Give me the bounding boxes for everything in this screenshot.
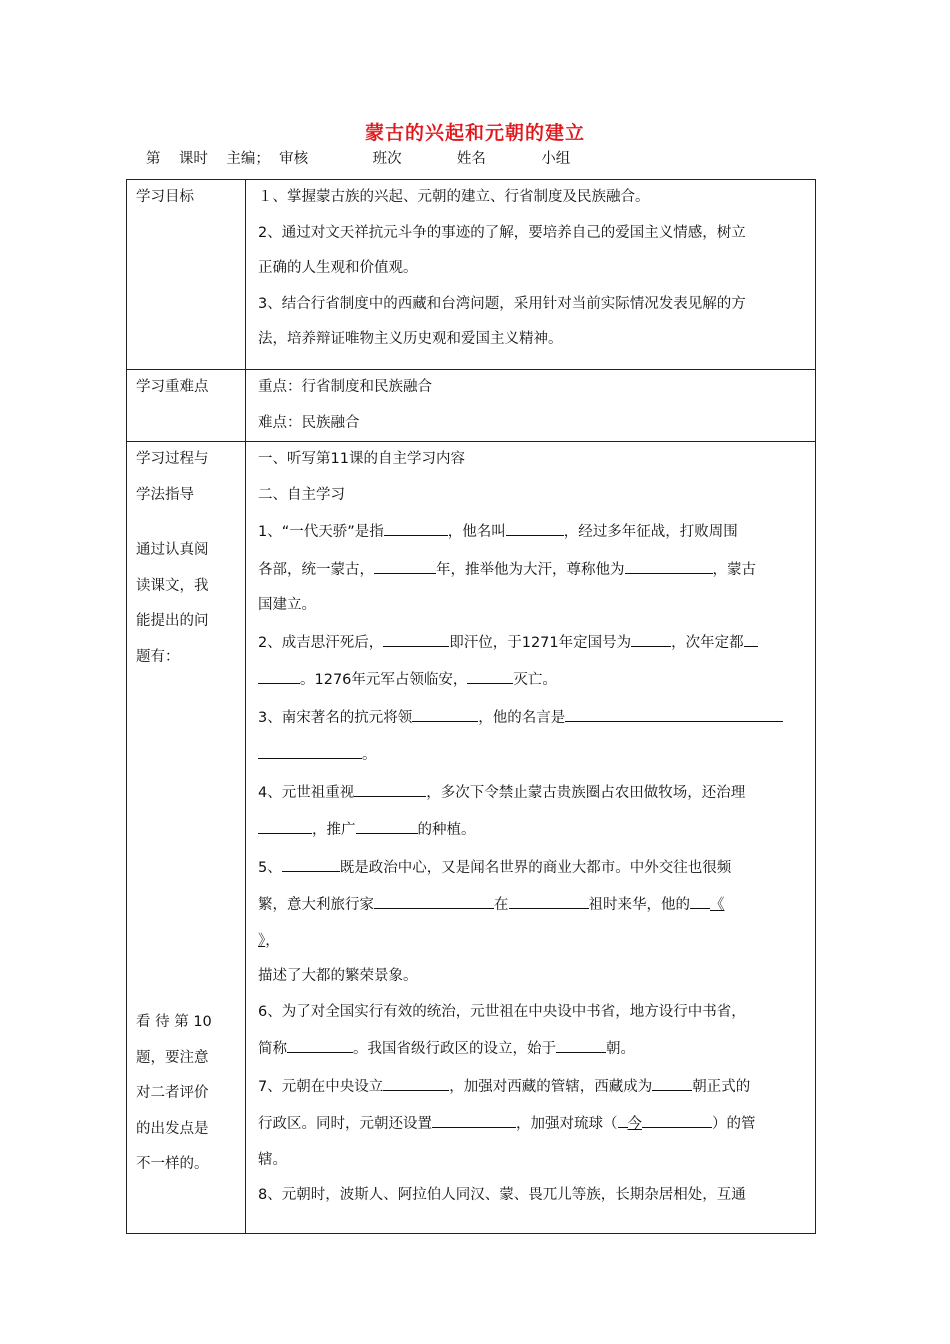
question-6-cont: 简称 。我国省级行政区的设立，始于 朝。 <box>258 1030 805 1068</box>
blank[interactable] <box>282 849 340 872</box>
blank[interactable] <box>384 513 448 536</box>
goal-line: 2、通过对文天祥抗元斗争的事迹的了解，要培养自己的爱国主义情感，树立 <box>258 224 746 241</box>
blank[interactable] <box>565 699 783 722</box>
process-content <box>246 442 816 1234</box>
question-7-cont: 辖。 <box>258 1151 287 1168</box>
question-3: 3、南宋著名的抗元将领 ，他的名言是 <box>258 699 805 737</box>
question-2: 2、成吉思汗死后， 即汗位，于1271年定国号为 ，次年定都 <box>258 624 805 662</box>
question-3-cont: 。 <box>258 736 805 774</box>
blank[interactable] <box>258 736 362 759</box>
blank[interactable] <box>467 661 513 684</box>
blank[interactable] <box>258 661 300 684</box>
note-a-line: 题有： <box>136 648 180 665</box>
question-5-cont: 描述了大都的繁荣景象。 <box>258 968 418 984</box>
table-row-key-points <box>127 370 816 442</box>
question-6: 6、为了对全国实行有效的统治，元世祖在中央设中书省，地方设行中书省， <box>258 1003 746 1020</box>
question-7-cont: 行政区。同时，元朝还设置 ，加强对琉球（ 今 ）的管 <box>258 1105 805 1143</box>
note-b-line: 的出发点是 <box>136 1120 209 1137</box>
study-plan-table <box>126 179 816 1234</box>
blank[interactable] <box>412 699 478 722</box>
question-7: 7、元朝在中央设立 ，加强对西藏的管辖，西藏成为 朝正式的 <box>258 1068 805 1106</box>
note-b-line: 对二者评价 <box>136 1085 209 1101</box>
goals-content <box>246 180 816 370</box>
note-b-line: 看 待 第 10 <box>136 1014 212 1030</box>
table-row-process <box>127 442 816 1234</box>
question-1-cont: 各部，统一蒙古， 年，推举他为大汗，尊称他为 ，蒙古 <box>258 551 805 589</box>
difficulty-line: 难点：民族融合 <box>258 414 360 431</box>
blank[interactable] <box>383 1068 449 1091</box>
note-a-line: 能提出的问 <box>136 613 209 629</box>
goal-line: 正确的人生观和价值观。 <box>258 260 418 276</box>
blank[interactable] <box>631 624 671 647</box>
goal-line: １、掌握蒙古族的兴起、元朝的建立、行省制度及民族融合。 <box>258 189 650 205</box>
question-1: 1、“一代天骄”是指 ，他名叫 ，经过多年征战，打败周围 <box>258 513 805 551</box>
blank[interactable] <box>432 1105 516 1128</box>
blank[interactable] <box>374 551 436 574</box>
table-row-goals <box>127 180 816 370</box>
blank[interactable] <box>356 811 418 834</box>
blank[interactable] <box>354 774 426 797</box>
blank[interactable] <box>258 811 312 834</box>
section-heading: 二、自主学习 <box>258 486 345 503</box>
blank[interactable] <box>506 513 564 536</box>
note-b-line: 不一样的。 <box>136 1156 209 1172</box>
question-4: 4、元世祖重视 ，多次下令禁止蒙古贵族圈占农田做牧场，还治理 <box>258 774 805 812</box>
blank[interactable] <box>556 1030 606 1053</box>
goal-line: 3、结合行省制度中的西藏和台湾问题，采用针对当前实际情况发表见解的方 <box>258 295 746 312</box>
process-label-cell <box>127 442 246 1234</box>
focus-line: 重点：行省制度和民族融合 <box>258 379 432 395</box>
label-key-points: 学习重难点 <box>127 370 246 442</box>
blank[interactable] <box>744 624 758 647</box>
goal-line: 法，培养辩证唯物主义历史观和爱国主义精神。 <box>258 331 563 347</box>
blank[interactable] <box>383 624 449 647</box>
note-a-line: 读课文，我 <box>136 577 209 594</box>
blank[interactable] <box>690 886 710 909</box>
blank[interactable] <box>642 1105 712 1128</box>
question-4-cont: ，推广 的种植。 <box>258 811 805 849</box>
question-5-cont: 繁，意大利旅行家 在 祖时来华，他的 《 <box>258 886 805 924</box>
section-heading: 一、听写第11课的自主学习内容 <box>258 451 465 467</box>
label-process-2: 学法指导 <box>136 486 194 503</box>
blank[interactable] <box>625 551 713 574</box>
note-b-line: 题，要注意 <box>136 1049 209 1066</box>
blank[interactable] <box>374 886 494 909</box>
question-5-cont: 》， <box>258 932 280 949</box>
page-title: 蒙古的兴起和元朝的建立 <box>364 122 585 144</box>
question-1-cont: 国建立。 <box>258 597 316 613</box>
question-2-cont: 。1276年元军占领临安， 灭亡。 <box>258 661 805 699</box>
key-points-content <box>246 370 816 442</box>
question-8: 8、元朝时，波斯人、阿拉伯人同汉、蒙、畏兀儿等族，长期杂居相处，互通 <box>258 1187 746 1203</box>
blank[interactable] <box>509 886 589 909</box>
blank[interactable] <box>618 1105 628 1128</box>
blank[interactable] <box>652 1068 692 1091</box>
label-process-1: 学习过程与 <box>136 451 209 467</box>
header-fields: 第 课时 主编； 审核 班次 姓名 小组 <box>146 151 571 167</box>
label-goals: 学习目标 <box>127 180 246 370</box>
note-a-line: 通过认真阅 <box>136 542 209 558</box>
blank[interactable] <box>287 1030 353 1053</box>
question-5: 5、 既是政治中心，又是闻名世界的商业大都市。中外交往也很频 <box>258 849 805 887</box>
